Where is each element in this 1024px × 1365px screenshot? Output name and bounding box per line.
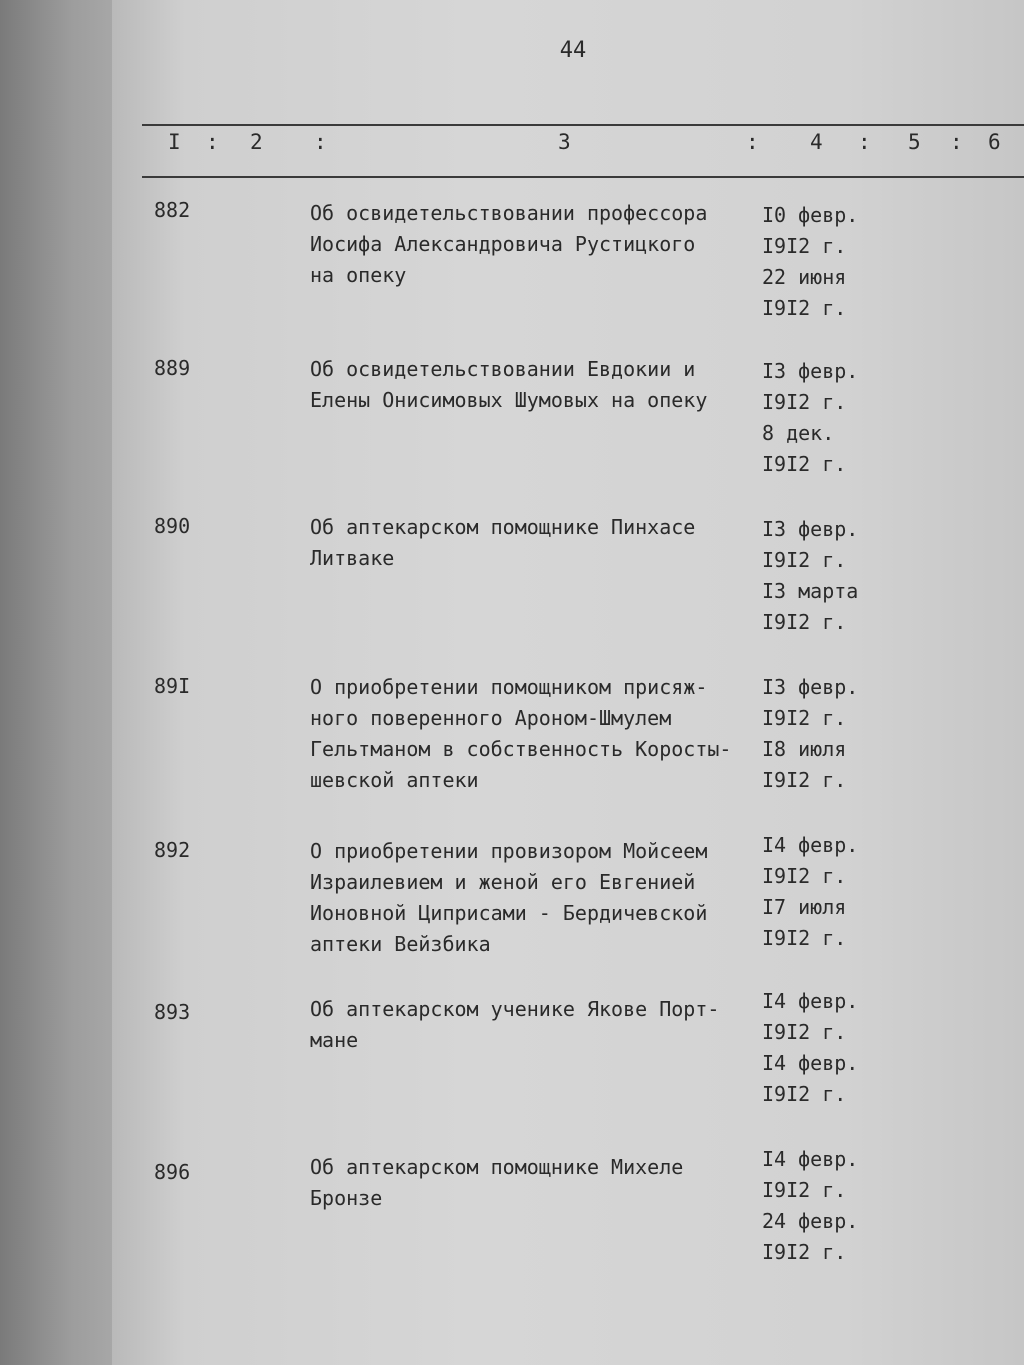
entry-title: Об освидетельствовании Евдокии и Елены Онисимовых Шумовых на опеку bbox=[310, 357, 708, 412]
entry-number: 890 bbox=[154, 514, 191, 538]
entry-number: 892 bbox=[154, 838, 191, 862]
table-header-bottom-rule bbox=[142, 176, 1024, 178]
entry-number: 889 bbox=[154, 356, 191, 380]
entry-number: 882 bbox=[154, 198, 191, 222]
entry-dates: I0 февр. I9I2 г. 22 июня I9I2 г. bbox=[762, 203, 859, 320]
column-header-4: 4 bbox=[810, 130, 823, 154]
entry-number: 89I bbox=[154, 674, 191, 698]
column-separator: : bbox=[746, 130, 759, 154]
column-header-1: I bbox=[168, 130, 181, 154]
page-number: 44 bbox=[559, 38, 587, 63]
document-page bbox=[112, 0, 1024, 1365]
entry-dates: I3 февр. I9I2 г. I8 июля I9I2 г. bbox=[762, 675, 859, 792]
column-header-2: 2 bbox=[250, 130, 263, 154]
book-spine-edge bbox=[0, 0, 120, 1365]
column-separator: : bbox=[206, 130, 219, 154]
column-header-3: 3 bbox=[558, 130, 571, 154]
column-separator: : bbox=[950, 130, 963, 154]
entry-title: О приобретении провизором Мойсеем Израилевием и женой его Евгенией Ионовной Циприсами - Бердичевской аптеки Вейзбика bbox=[310, 839, 708, 956]
entry-title: Об аптекарском помощнике Пинхасе Литваке bbox=[310, 515, 696, 570]
entry-title: О приобретении помощником присяж- ного поверенного Ароном-Шмулем Гельтманом в собственность Коросты- шевской аптеки bbox=[310, 675, 732, 792]
entry-dates: I3 февр. I9I2 г. I3 марта I9I2 г. bbox=[762, 517, 859, 634]
entry-number: 893 bbox=[154, 1000, 191, 1024]
column-separator: : bbox=[858, 130, 871, 154]
entry-title: Об аптекарском ученике Якове Порт- мане bbox=[310, 997, 720, 1052]
entry-title: Об освидетельствовании профессора Иосифа Александровича Рустицкого на опеку bbox=[310, 201, 708, 287]
entry-dates: I3 февр. I9I2 г. 8 дек. I9I2 г. bbox=[762, 359, 859, 476]
entry-number: 896 bbox=[154, 1160, 191, 1184]
table-header-top-rule bbox=[142, 124, 1024, 126]
column-separator: : bbox=[314, 130, 327, 154]
column-header-5: 5 bbox=[908, 130, 921, 154]
entry-dates: I4 февр. I9I2 г. I4 февр. I9I2 г. bbox=[762, 989, 859, 1106]
entry-title: Об аптекарском помощнике Михеле Бронзе bbox=[310, 1155, 684, 1210]
column-header-6: 6 bbox=[988, 130, 1001, 154]
entry-dates: I4 февр. I9I2 г. I7 июля I9I2 г. bbox=[762, 833, 859, 950]
entry-dates: I4 февр. I9I2 г. 24 февр. I9I2 г. bbox=[762, 1147, 859, 1264]
